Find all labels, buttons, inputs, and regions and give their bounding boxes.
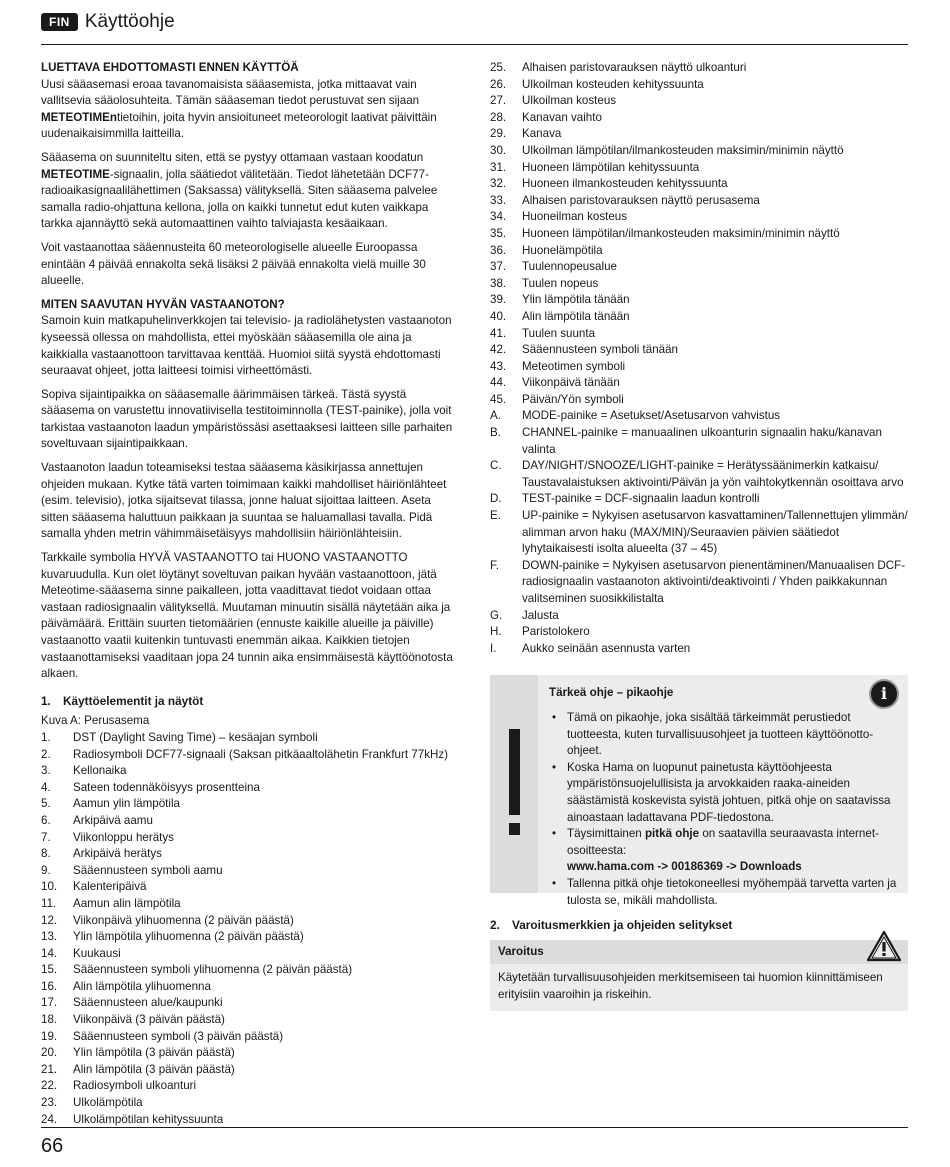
list-item-text: Ulkoilman kosteus	[522, 94, 617, 108]
list-item	[41, 1045, 461, 1062]
list-item-number: 11.	[41, 896, 57, 910]
footer-divider	[41, 1127, 908, 1128]
list-item-number: 1.	[41, 730, 51, 744]
list-item-text: TEST-painike = DCF-signaalin laadun kontrolli	[522, 492, 760, 506]
list-item-number: 25.	[490, 61, 507, 74]
list-item-number: 34.	[490, 210, 507, 224]
list-item-number: 20.	[41, 1046, 58, 1060]
note-bullet	[549, 826, 901, 876]
list-item-text: Tuulen nopeus	[522, 276, 599, 290]
list-item-number: 40.	[490, 309, 507, 323]
intro-paragraph-2	[41, 150, 461, 233]
note-b3-bold: pitkä ohje	[644, 827, 700, 841]
list-item-text: Jalusta	[522, 608, 559, 622]
reception-heading: MITEN SAAVUTAN HYVÄN VASTAANOTON?	[41, 297, 285, 311]
warning-box	[490, 940, 908, 1011]
p1-text-a: Uusi sääasemasi eroaa tavanomaisista sääasemista, jotka mittaavat vain vallitsevia sääolosuhteita. Tämän sääaseman tiedot perustuvat sen sijaan	[41, 77, 420, 108]
right-column	[490, 60, 910, 1011]
list-item	[41, 979, 461, 996]
list-item-number: G.	[490, 608, 503, 622]
list-item	[490, 160, 910, 177]
warning-triangle-icon	[866, 930, 902, 962]
list-item-text: Ulkoilman kosteuden kehityssuunta	[522, 77, 704, 91]
list-item-text: Tuulennopeusalue	[522, 260, 617, 274]
intro-paragraph-1	[41, 77, 461, 143]
list-item-text: CHANNEL-painike = manuaalinen ulkoanturin signaalin haku/kanavan valinta	[522, 426, 882, 456]
list-item-number: F.	[490, 558, 500, 572]
list-item	[490, 641, 910, 658]
reception-paragraph-4: Tarkkaile symbolia HYVÄ VASTAANOTTO tai HUONO VASTAANOTTO kuvaruudulla. Kun olet löytänyt soveltuvan paikan hyvään vastaanottoon, jätä Meteotime-sääasema sinne paikalleen, jotta vaadittavat tiedot voidaan ottaa vastaan radiosignaalin välityksellä. Muutaman minuutin sisällä näytetään aika ja päivämäärä. Erittäin suurten tietomäärien (ennuste kaikille alueille ja päiville) vastaanotto vaatii kuitenkin tuntuvasti enemmän aikaa. Kaikkien tietojen vastaanottamiseksi vaaditaan jopa 24 tunnin aika ensimmäisestä käyttöönotosta alkaen.	[41, 551, 453, 681]
list-item-text: Ylin lämpötila ylihuomenna (2 päivän päästä)	[73, 930, 304, 944]
list-item	[490, 342, 910, 359]
section-1-title: Käyttöelementit ja näytöt	[63, 693, 204, 708]
list-item	[41, 962, 461, 979]
list-item-number: 31.	[490, 160, 507, 174]
list-item-number: 23.	[41, 1096, 58, 1110]
list-item	[41, 929, 461, 946]
list-item-number: 42.	[490, 343, 507, 357]
list-item-text: DOWN-painike = Nykyisen asetusarvon pienentäminen/Manuaalisen DCF-radiosignaalin vastaanoton aktivointi/deaktivointi / Yhden paikkakunnan valitseminen suosikkilistalta	[522, 558, 906, 605]
list-item-number: 16.	[41, 979, 58, 993]
figure-caption: Kuva A: Perusasema	[41, 714, 150, 728]
note-title: Tärkeä ohje – pikaohje	[549, 686, 674, 700]
list-item	[41, 763, 461, 780]
list-item	[490, 93, 910, 110]
list-item-text: Aamun ylin lämpötila	[73, 797, 180, 811]
list-item-text: Radiosymboli DCF77-signaali (Saksan pitkäaaltolähetin Frankfurt 77kHz)	[73, 747, 449, 761]
list-item	[41, 780, 461, 797]
list-item	[490, 375, 910, 392]
list-item-text: Päivän/Yön symboli	[522, 392, 624, 406]
list-item	[41, 995, 461, 1012]
list-item-number: 6.	[41, 813, 51, 827]
list-item	[490, 77, 910, 94]
list-item-text: Aukko seinään asennusta varten	[522, 641, 691, 655]
reception-paragraph-1: Samoin kuin matkapuhelinverkkojen tai televisio- ja radiolähetysten vastaanoton kyseessä ollessa on mahdollista, ettei myöskään sääasemilla ole aina ja kaikkialla vastaanottoon tarvittavaa kenttää. Huomioi siitä syystä ehdottomasti seuraavat ohjeet, jotta laitteesi toimisi virheettömästi.	[41, 314, 452, 378]
list-item	[41, 1095, 461, 1112]
download-url: www.hama.com -> 00186369 -> Downloads	[567, 860, 802, 874]
list-item-text: DST (Daylight Saving Time) – kesäajan symboli	[73, 730, 318, 744]
list-item-number: A.	[490, 409, 501, 423]
list-item-number: 37.	[490, 260, 507, 274]
list-item-number: D.	[490, 492, 502, 506]
list-item-number: 32.	[490, 177, 507, 191]
list-item-number: 19.	[41, 1029, 58, 1043]
list-item-text: Sääennusteen symboli (3 päivän päästä)	[73, 1029, 284, 1043]
list-item	[41, 813, 461, 830]
list-item-text: Viikonpäivä ylihuomenna (2 päivän päästä)	[73, 913, 294, 927]
list-item-text: Arkipäivä herätys	[73, 847, 162, 861]
list-item-text: Huoneilman kosteus	[522, 210, 628, 224]
list-item	[490, 110, 910, 127]
list-item	[41, 1112, 461, 1129]
list-item	[490, 259, 910, 276]
language-badge: FIN	[41, 13, 78, 31]
list-item-text: Paristolokero	[522, 625, 590, 639]
p1-meteotime-bold: METEOTIMEn	[41, 110, 117, 124]
list-item-number: 18.	[41, 1013, 58, 1027]
list-item	[490, 624, 910, 641]
intro-paragraph-3: Voit vastaanottaa sääennusteita 60 meteorologiselle alueelle Euroopassa enintään 4 päivää ennakolta sekä lisäksi 2 päivää ennakolta vielä muille 30 alueelle.	[41, 240, 426, 288]
list-item-text: DAY/NIGHT/SNOOZE/LIGHT-painike = Herätyssäänimerkin katkaisu/ Taustavalaistuksen aktivointi/Päivän ja yön vaihtokytkennän osoittava arvo	[522, 459, 904, 489]
list-item-text: Aamun alin lämpötila	[73, 896, 181, 910]
list-item-text: Sääennusteen symboli tänään	[522, 343, 678, 357]
list-item-number: 14.	[41, 946, 58, 960]
list-item-number: 33.	[490, 193, 507, 207]
list-item-number: 43.	[490, 359, 507, 373]
list-item-text: Viikonloppu herätys	[73, 830, 174, 844]
list-item	[490, 425, 910, 458]
list-item-text: Tuulen suunta	[522, 326, 596, 340]
list-item-number: 12.	[41, 913, 58, 927]
list-item-text: Kanavan vaihto	[522, 110, 602, 124]
list-item-number: B.	[490, 426, 501, 440]
list-item	[490, 209, 910, 226]
list-item-text: Alin lämpötila ylihuomenna	[73, 979, 211, 993]
list-item	[490, 408, 910, 425]
list-item-text: Alin lämpötila (3 päivän päästä)	[73, 1062, 235, 1076]
list-item-number: 17.	[41, 996, 58, 1010]
list-item-number: H.	[490, 625, 502, 639]
left-column	[41, 60, 461, 1128]
list-item-number: 24.	[41, 1112, 58, 1126]
list-item-text: Arkipäivä aamu	[73, 813, 153, 827]
list-item	[490, 292, 910, 309]
list-item-text: Kellonaika	[73, 764, 127, 778]
list-item-number: 27.	[490, 94, 507, 108]
exclamation-icon	[502, 729, 526, 841]
list-item	[490, 326, 910, 343]
list-item	[41, 1029, 461, 1046]
list-item-number: 28.	[490, 110, 507, 124]
list-item-text: Alin lämpötila tänään	[522, 309, 630, 323]
list-item-number: 7.	[41, 830, 51, 844]
list-item	[41, 879, 461, 896]
page-header	[41, 8, 175, 36]
list-item-text: Ylin lämpötila tänään	[522, 293, 630, 307]
list-item	[490, 458, 910, 491]
important-note-box	[490, 675, 908, 907]
page-number: 66	[41, 1135, 64, 1157]
list-item-number: 21.	[41, 1062, 58, 1076]
list-item-text: Ylin lämpötila (3 päivän päästä)	[73, 1046, 235, 1060]
list-item-number: 35.	[490, 226, 507, 240]
list-item-number: 2.	[41, 747, 51, 761]
list-item-text: Sääennusteen symboli aamu	[73, 863, 223, 877]
reception-paragraph-3: Vastaanoton laadun toteamiseksi testaa sääasema käsikirjassa annettujen ohjeiden mukaan. Kytke tätä varten toimimaan kaikki mahdolliset häiriönlähteet (esim. televisio), jotka sijaitsevat tilassa, jonne haluat sijoittaa laitteen. Aseta sitten sääasema haluttuun paikkaan ja suuntaa se haluamallasi tavalla. Pidä samalla yhden metrin vähimmäisetäisyys mahdollisiin häiriönlähteisiin.	[41, 461, 447, 541]
list-item	[41, 913, 461, 930]
controls-list-25-45	[490, 60, 910, 408]
list-item-text: Alhaisen paristovarauksen näyttö ulkoanturi	[522, 61, 747, 74]
list-item	[41, 1078, 461, 1095]
list-item-number: 9.	[41, 863, 51, 877]
reception-paragraph-2: Sopiva sijaintipaikka on sääasemalle äärimmäisen tärkeä. Tästä syystä sääasema on varustettu innovatiivisella testitoiminnolla (TEST-painike), jolla voit tarkistaa vastaanoton laadun ympäristössäsi asettaaksesi laitteen sille parhaiten soveltuvaan sijaintipaikkaan.	[41, 387, 453, 451]
list-item-number: 44.	[490, 376, 507, 390]
section-2-title: Varoitusmerkkien ja ohjeiden selitykset	[512, 918, 733, 933]
list-item-text: Sateen todennäköisyys prosentteina	[73, 780, 260, 794]
header-title: Käyttöohje	[84, 11, 175, 32]
list-item-text: MODE-painike = Asetukset/Asetusarvon vahvistus	[522, 409, 781, 423]
list-item-text: Ulkolämpötilan kehityssuunta	[73, 1112, 224, 1126]
list-item-number: 41.	[490, 326, 507, 340]
list-item	[490, 309, 910, 326]
list-item-text: Ulkolämpötila	[73, 1096, 143, 1110]
list-item-text: Sääennusteen symboli ylihuomenna (2 päivän päästä)	[73, 963, 353, 977]
list-item-number: 5.	[41, 797, 51, 811]
list-item-text: Viikonpäivä (3 päivän päästä)	[73, 1013, 225, 1027]
list-item	[490, 392, 910, 409]
intro-heading: LUETTAVA EHDOTTOMASTI ENNEN KÄYTTÖÄ	[41, 61, 299, 74]
section-2-number: 2.	[490, 918, 500, 933]
list-item	[490, 143, 910, 160]
list-item	[490, 193, 910, 210]
list-item-number: C.	[490, 459, 502, 473]
list-item	[490, 126, 910, 143]
list-item	[490, 608, 910, 625]
p2-text-c: -signaalin, jolla säätiedot välitetään. Tiedot lähetetään DCF77-radioaikasignaalilähettimen (Saksassa) välityksellä. Siten sääasema palvelee samalla radio-ohjattuna kellona, jolla on kaikki tunnetut edut kuten vaikkapa tarkka ajannäyttö sekä automaattinen vaihto talviajasta kesäaikaan.	[41, 167, 438, 231]
list-item-number: 45.	[490, 392, 507, 406]
note-bullets	[549, 710, 901, 909]
p2-text-a: Sääasema on suunniteltu siten, että se pystyy ottamaan vastaan koodatun	[41, 150, 424, 164]
list-item-number: 15.	[41, 963, 58, 977]
list-item-number: 10.	[41, 880, 58, 894]
list-item	[490, 243, 910, 260]
list-item	[41, 1062, 461, 1079]
header-divider	[41, 44, 908, 45]
list-item-text: UP-painike = Nykyisen asetusarvon kasvattaminen/Tallennettujen ylimmän/ alimman arvon haku (MAX/MIN)/Seuraavien päivien säätiedot lyhytaikaisesti isolta alueelta (37 – 45)	[522, 509, 908, 556]
note-b3-text-c: on saatavilla seuraavasta internet-osoitteesta:	[567, 827, 879, 857]
p2-meteotime-bold-inline: METEOTIME	[41, 167, 110, 181]
list-item-text: Huoneen ilmankosteuden kehityssuunta	[522, 177, 728, 191]
list-item-number: 13.	[41, 930, 58, 944]
list-item-number: 29.	[490, 127, 507, 141]
list-item-number: E.	[490, 509, 501, 523]
list-item-text: Huoneen lämpötilan kehityssuunta	[522, 160, 700, 174]
list-item-number: 26.	[490, 77, 507, 91]
list-item	[41, 730, 461, 747]
section-2-heading	[490, 917, 910, 934]
list-item-text: Kalenteripäivä	[73, 880, 147, 894]
list-item	[41, 1012, 461, 1029]
list-item-number: 22.	[41, 1079, 58, 1093]
list-item-number: 3.	[41, 764, 51, 778]
list-item	[41, 747, 461, 764]
list-item-text: Huonelämpötila	[522, 243, 603, 257]
list-item-number: 36.	[490, 243, 507, 257]
list-item	[490, 276, 910, 293]
warning-title: Varoitus	[490, 940, 908, 964]
note-content	[549, 685, 901, 909]
controls-list-1-24	[41, 730, 461, 1128]
list-item-text: Alhaisen paristovarauksen näyttö perusasema	[522, 193, 760, 207]
info-icon: i	[869, 679, 899, 709]
section-1-heading	[41, 693, 461, 710]
list-item	[41, 830, 461, 847]
list-item	[490, 491, 910, 508]
list-item	[490, 176, 910, 193]
list-item-text: Kanava	[522, 127, 562, 141]
list-item-text: Meteotimen symboli	[522, 359, 626, 373]
list-item-text: Sääennusteen alue/kaupunki	[73, 996, 223, 1010]
list-item-text: Radiosymboli ulkoanturi	[73, 1079, 197, 1093]
list-item-number: I.	[490, 641, 497, 655]
warning-text: Käytetään turvallisuusohjeiden merkitsemiseen tai huomion kiinnittämiseen erityisiin vaaroihin ja riskeihin.	[498, 970, 883, 1001]
list-item-text: Kuukausi	[73, 946, 121, 960]
list-item-number: 4.	[41, 780, 51, 794]
list-item	[490, 226, 910, 243]
p1-text-c: tietoihin, joita hyvin ansioituneet meteorologit laativat päivittäin uudenaikaisimmilla laitteilla.	[41, 110, 437, 141]
list-item-text: Viikonpäivä tänään	[522, 376, 620, 390]
list-item	[41, 846, 461, 863]
note-bullet: • Koska Hama on luopunut painetusta käyttöohjeesta ympäristönsuojelullisista ja arvokkaiden raaka-aineiden säästämistä koskevista syistä johtuen, pitkä ohje on saatavissa ainoastaan ladattavana PDF-tiedostona.	[549, 760, 901, 826]
list-item-number: 38.	[490, 276, 507, 290]
section-1-number: 1.	[41, 693, 51, 708]
list-item-number: 30.	[490, 143, 507, 157]
list-item	[490, 558, 910, 608]
list-item-text: Huoneen lämpötilan/ilmankosteuden maksimin/minimin näyttö	[522, 226, 840, 240]
list-item	[41, 946, 461, 963]
list-item	[490, 508, 910, 558]
list-item	[41, 896, 461, 913]
note-bullet: • Tallenna pitkä ohje tietokoneellesi myöhempää tarvetta varten ja tulosta se, mikäli mahdollista.	[549, 876, 901, 909]
note-bullet: • Tämä on pikaohje, joka sisältää tärkeimmät perustiedot tuotteesta, kuten turvallisuusohjeet ja tuotteen käyttöönotto-ohjeet.	[549, 710, 901, 760]
list-item	[41, 863, 461, 880]
list-item	[490, 359, 910, 376]
list-item-text: Ulkoilman lämpötilan/ilmankosteuden maksimin/minimin näyttö	[522, 143, 844, 157]
list-item	[41, 796, 461, 813]
note-b3-text-a: Täysimittainen	[567, 827, 645, 841]
buttons-list-a-i	[490, 408, 910, 657]
list-item-number: 8.	[41, 847, 51, 861]
list-item-number: 39.	[490, 293, 507, 307]
list-item	[490, 60, 910, 77]
